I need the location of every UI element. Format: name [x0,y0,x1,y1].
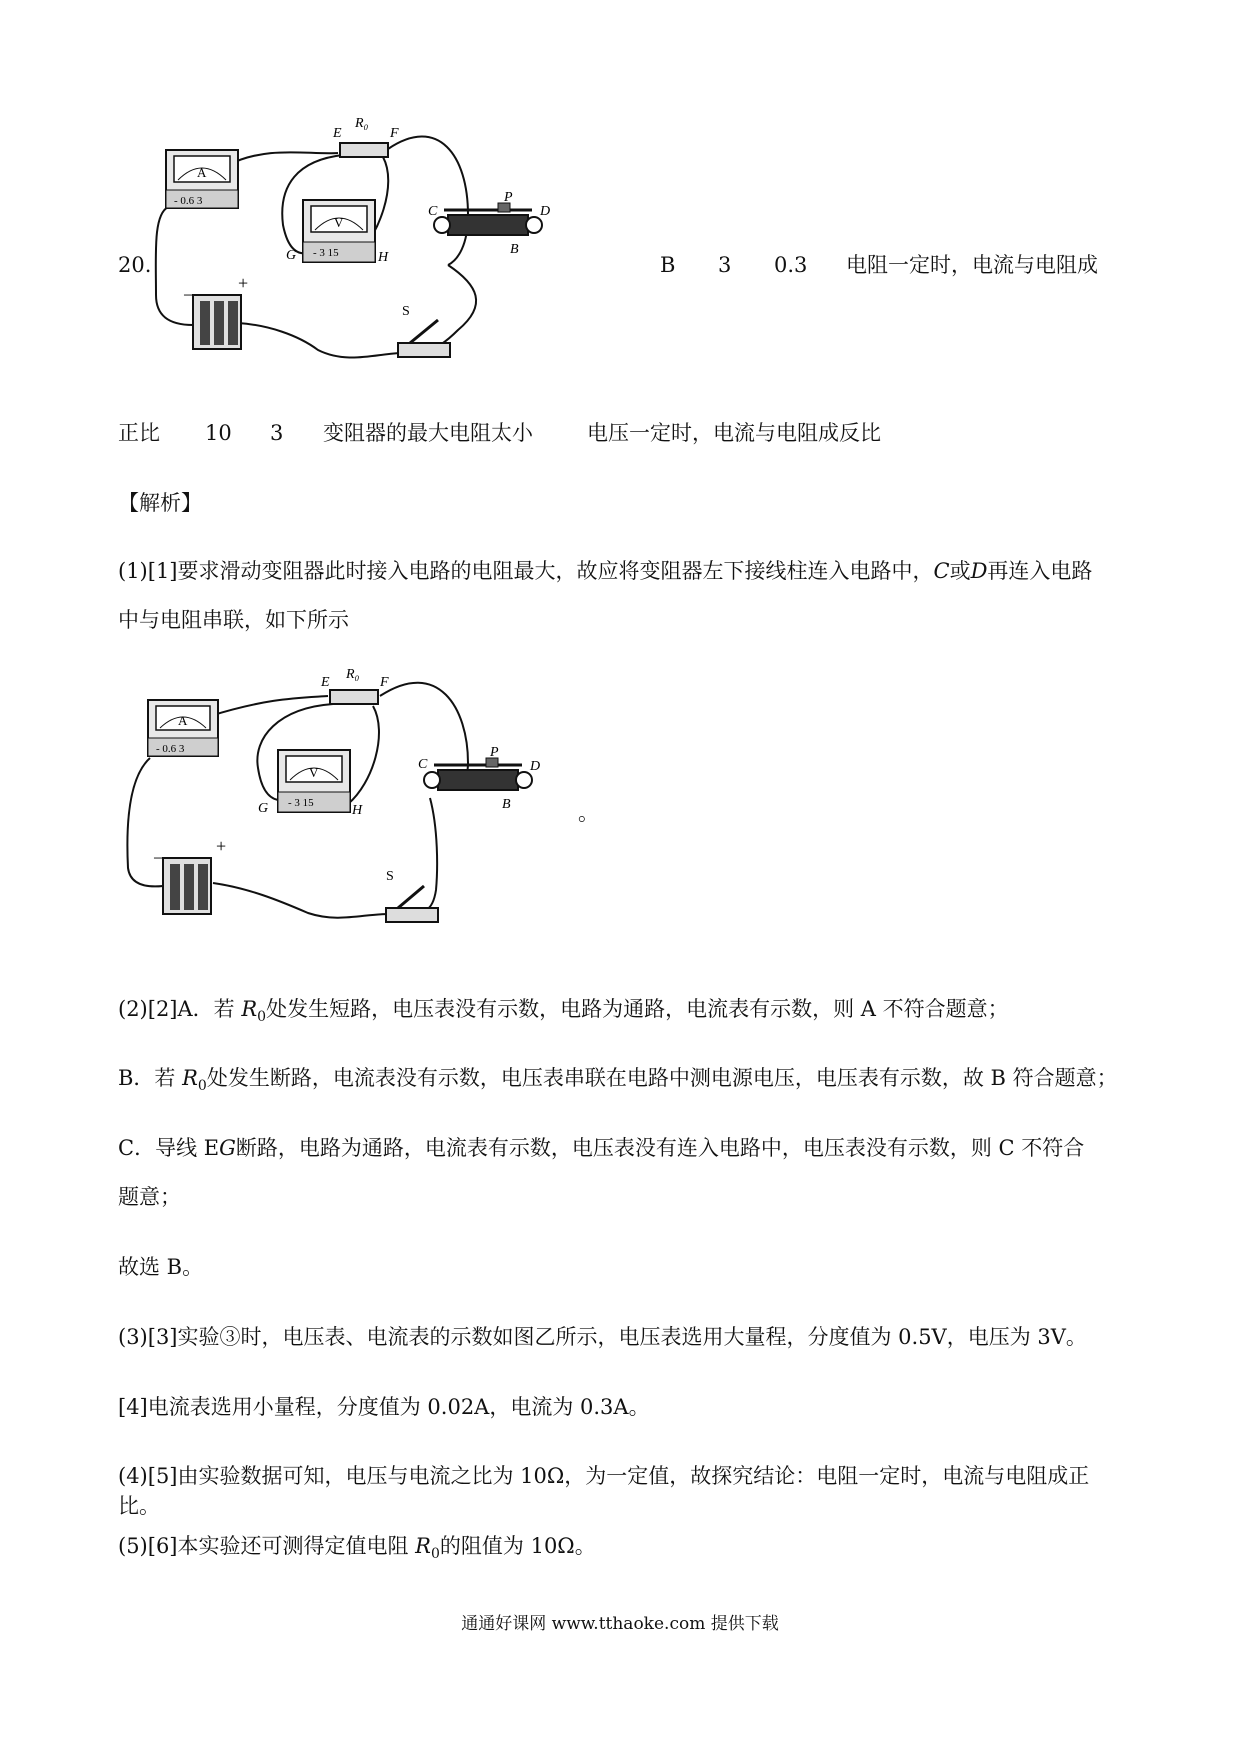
label-h: H [378,250,389,265]
voltmeter [303,200,375,262]
paragraph-1: (1)[1]要求滑动变阻器此时接入电路的电阻最大，故应将变阻器左下接线柱连入电路中，C或D再连入电路 [118,559,1093,583]
paragraph-3: B．若 $R_0$处发生断路，电流表没有示数，电压表串联在电路中测电源电压，电压表有示数，故 B 符合题意； [118,1066,1118,1095]
paragraph-1-line2: 中与电阻串联，如下所示 [118,608,349,632]
ammeter-symbol: A [197,165,207,180]
voltmeter-symbol: V [309,765,319,780]
label-minus: − [183,285,194,305]
label-d: D [530,759,541,774]
voltmeter-scale: - 3 15 [288,797,314,809]
answer-4: 电阻一定时，电流与电阻成 [846,253,1098,277]
label-p: P [490,745,499,760]
answer-1: B [660,253,676,277]
label-g: G [258,801,269,816]
ammeter-symbol: A [178,713,188,728]
resistor-r0 [320,668,389,704]
label-b: B [510,242,519,257]
label-c: C [418,757,428,772]
label-s: S [402,304,410,319]
label-f: F [380,675,389,690]
paragraph-7: [4]电流表选用小量程，分度值为 0.02A，电流为 0.3A。 [118,1395,650,1419]
label-plus: + [216,836,227,856]
voltmeter-symbol: V [334,215,344,230]
label-f: F [390,126,399,141]
paragraph-8: (4)[5]由实验数据可知，电压与电流之比为 10Ω，为一定值，故探究结论：电阻一定时，电流与电阻成正比。 [118,1464,1090,1518]
wire-ammeter-E [210,696,328,716]
answer-8: 电压一定时，电流与电阻成反比 [587,421,881,445]
label-d: D [540,204,551,219]
wire-C-switch [426,798,437,910]
figure-2-period: 。 [578,801,599,825]
switch [398,304,450,357]
wire-battery-switch [213,883,388,918]
label-p: P [504,190,513,205]
rheostat [428,190,550,257]
battery [153,836,226,914]
wire-F-rheostat [388,137,468,265]
voltmeter [278,750,350,812]
answer-6: 3 [270,421,284,445]
answer-2: 3 [718,253,732,277]
label-b: B [502,797,511,812]
battery [183,273,248,349]
label-h: H [352,803,363,818]
wire-rheostat-switch [440,265,476,345]
answer-7: 变阻器的最大电阻太小 [323,421,533,445]
paragraph-9: (5)[6]本实验还可测得定值电阻 $R_0$的阻值为 10Ω。 [118,1534,596,1563]
label-g: G [286,248,297,263]
label-r0: R₀ [346,668,360,682]
ammeter [166,150,238,208]
page-footer: 通通好课网 www.tthaoke.com 提供下载 [461,1614,779,1634]
voltmeter-scale: - 3 15 [313,247,339,259]
ammeter [148,700,218,756]
ammeter-scale: - 0.6 3 [174,195,203,207]
answer-5: 10 [205,421,232,445]
answer-4-cont: 正比 [118,421,160,445]
question-number: 20. [118,253,152,277]
paragraph-5: 故选 B。 [118,1255,204,1279]
wire-F-H [348,706,379,804]
answer-3: 0.3 [774,253,808,277]
label-e: E [333,126,342,141]
paragraph-4: C．导线 EG断路，电路为通路，电流表有示数，电压表没有连入电路中，电压表没有示数，则 C 不符合 [118,1136,1085,1160]
label-plus: + [238,273,249,293]
wire-ammeter-battery [156,207,193,325]
paragraph-4-line2: 题意； [118,1185,181,1209]
circuit-figure-2 [118,668,588,943]
paragraph-6: (3)[3]实验③时，电压表、电流表的示数如图乙所示，电压表选用大量程，分度值为 0.5V，电压为 3V。 [118,1325,1087,1349]
label-minus: − [153,848,164,868]
wire-battery-switch [238,323,403,358]
rheostat [418,745,540,812]
circuit-figure-1 [148,115,578,400]
label-r0: R₀ [355,116,369,131]
label-s: S [386,869,394,884]
resistor-r0 [332,116,399,157]
label-e: E [321,675,330,690]
ammeter-scale: - 0.6 3 [156,743,185,755]
paragraph-2: (2)[2]A．若 $R_0$处发生短路，电压表没有示数，电路为通路，电流表有示数，则 A 不符合题意； [118,997,1009,1026]
label-c: C [428,204,438,219]
switch [386,869,438,922]
analysis-heading: 【解析】 [118,491,202,515]
